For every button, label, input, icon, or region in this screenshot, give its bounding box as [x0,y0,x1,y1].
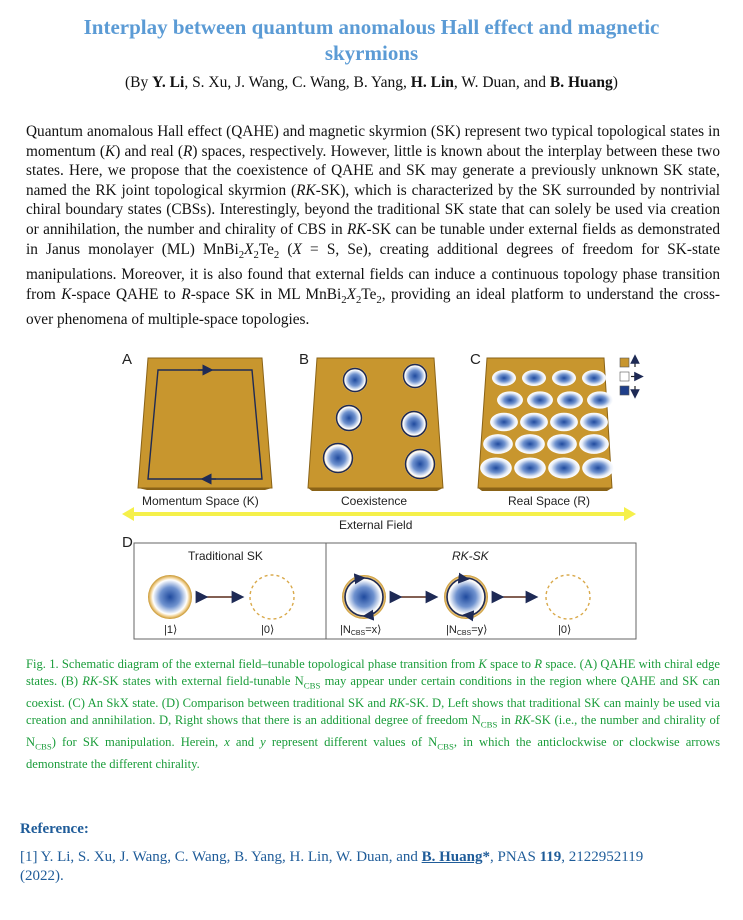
panel-c-real-space [478,358,614,491]
skx-skyrmion [582,370,606,386]
skx-skyrmion [550,413,578,432]
label-real-space: Real Space (R) [508,494,591,508]
ket-one: |1⟩ [164,624,178,636]
author-name: Y. Li [152,74,185,91]
skx-skyrmion [552,370,576,386]
panel-a-qahe [138,358,272,490]
label-momentum-space: Momentum Space (K) [142,494,259,508]
figure-svg [112,348,652,648]
panel-label-c: C [470,351,481,368]
label-coexistence: Coexistence [341,494,408,508]
author-name: B. Yang [353,74,404,91]
reference-entry: [1] Y. Li, S. Xu, J. Wang, C. Wang, B. Yang, H. Lin, W. Duan, and B. Huang*, PNAS 119, 2122952119 (2022). [20,849,644,884]
author-name: H. Lin [410,74,454,91]
author-name: J. Wang [235,74,285,91]
label-traditional-sk: Traditional SK [188,549,263,563]
skx-skyrmion [490,413,518,432]
skx-skyrmion [582,457,614,478]
ket-ncbs-x: |NCBS=x⟩ [340,624,382,637]
skx-skyrmion [483,434,513,454]
rk-skyrmion [335,404,363,432]
author-names: Y. Li, S. Xu, J. Wang, C. Wang, B. Yang, H. Lin, W. Duan, and B. Huang [152,74,613,91]
skx-skyrmion [557,391,583,408]
rk-skyrmion [400,410,428,438]
panel-label-a: A [122,351,133,368]
authors-open: (By [125,74,153,91]
author-name: C. Wang [292,74,346,91]
label-external-field: External Field [339,518,413,532]
skx-skyrmion [514,457,546,478]
author-name: W. Duan [461,74,516,91]
paper-title: Interplay between quantum anomalous Hall effect and magnetic skyrmions [83,15,660,65]
abstract: Quantum anomalous Hall effect (QAHE) and magnetic skyrmion (SK) represent two typical topological states in momentum (K) and real (R) spaces, respectively. However, little is known about the interplay between these two states. Here, we propose that the coexistence of QAHE and SK may generate a previously unknown SK state, named the RK joint topological skyrmion (RK-SK), which is characterized by the SK surrounded by nontrivial chiral boundary states (CBSs). Interestingly, beyond the traditional SK state that can solely be used via creation or annihilation, the number and chirality of CBS in RK-SK can be tunable under external fields as demonstrated in Janus monolayer (ML) $MnBi_2X_2Te_2$ (X = S, Se), creating additional degrees of freedom for SK-state manipulations. Moreover, it is also found that external fields can induce a continuous topology phase transition from K-space QAHE to R-space SK in ML $MnBi_2X_2Te_2$, providing an ideal platform to understand the cross-over phenomena of multiple-space topologies. [26,123,720,329]
rk-sk-states [342,575,590,619]
skx-skyrmion [520,413,548,432]
skx-skyrmion [515,434,545,454]
ket-zero-right: |0⟩ [558,624,572,636]
author-name: B. Huang [549,74,613,91]
figure-caption: Fig. 1. Schematic diagram of the external field–tunable topological phase transition from K space to R space. (A) QAHE with chiral edge states. (B) RK-SK states with external field-tunable $N_{CBS}$ may appear under certain conditions in the region where QAHE and SK can coexist. (C) An SkX state. (D) Comparison between traditional SK and RK-SK. D, Left shows that traditional SK can mainly be used via creation and annihilation. D, Right shows that there is an additional degree of freedom $N_{CBS}$ in RK-SK (i.e., the number and chirality of $N_{CBS}$) for SK manipulation. Herein, x and y represent different values of $N_{CBS}$, in which the anticlockwise or clockwise arrows demonstrate the different chirality. [26,657,721,772]
rk-skyrmion [322,442,354,474]
ket-zero-left: |0⟩ [261,624,275,636]
skx-skyrmion [480,457,512,478]
lead-author-link[interactable]: B. Huang [421,849,483,865]
authors-close: ) [612,74,618,91]
label-rk-sk: RK-SK [452,549,489,563]
panel-label-d: D [122,534,133,551]
skx-skyrmion [492,370,516,386]
reference-heading: Reference: [20,821,89,837]
author-list [20,73,723,93]
figure-1 [112,348,652,648]
rk-skyrmion [402,363,428,389]
ket-ncbs-y: |NCBS=y⟩ [446,624,488,637]
rk-skyrmion [342,367,368,393]
panel-b-coexistence [308,358,443,491]
skx-skyrmion [580,413,608,432]
skx-skyrmion [497,391,523,408]
rk-skyrmion [404,448,436,480]
skx-skyrmion [527,391,553,408]
spin-legend [620,358,639,395]
skx-skyrmion [579,434,609,454]
author-name: S. Xu [192,74,228,91]
skx-skyrmion [547,434,577,454]
panel-label-b: B [299,351,310,368]
skx-skyrmion [587,391,613,408]
skx-skyrmion [522,370,546,386]
traditional-sk [148,575,294,619]
skx-skyrmion [548,457,580,478]
